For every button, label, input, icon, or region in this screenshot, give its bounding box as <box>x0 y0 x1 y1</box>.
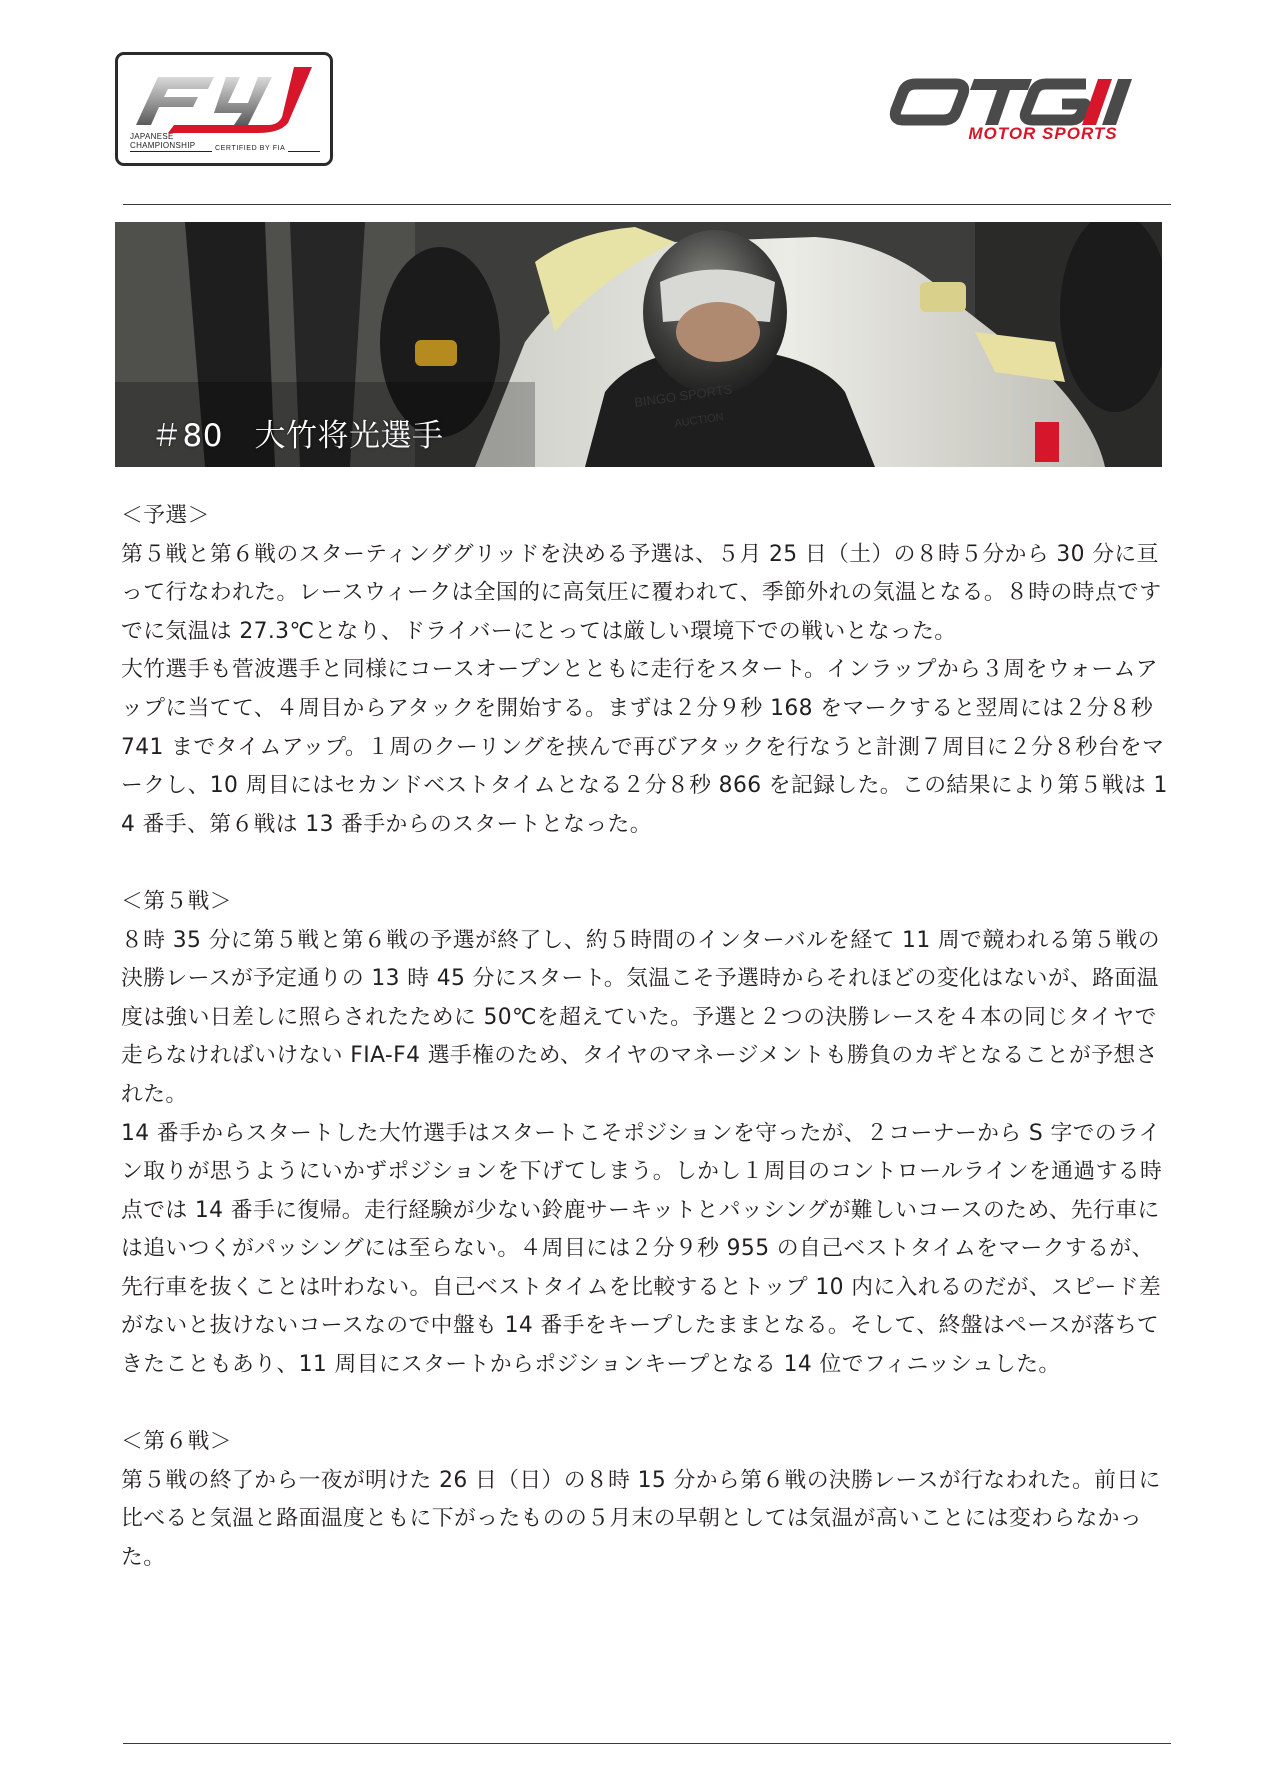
section-race-6 <box>121 1423 1169 1577</box>
paragraph: 大竹選手も菅波選手と同様にコースオープンとともに走行をスタート。インラップから３周をウォームアップに当てて、４周目からアタックを開始する。まずは２分９秒 168 をマークすると翌周には２分８秒 741 までタイムアップ。１周のクーリングを挟んで再びアタックを行なうと計測７周目に２分８秒台をマークし、10 周目にはセカンドベストタイムとなる２分８秒 866 を記録した。この結果により第５戦は 14 番手、第６戦は 13 番手からのスタートとなった。 <box>121 657 1168 837</box>
svg-text:BINGO SPORTS: BINGO SPORTS <box>633 381 734 410</box>
section-heading: ＜第５戦＞ <box>121 888 232 914</box>
section-qualifying <box>121 497 1169 844</box>
banner-caption: ＃80 大竹将光選手 <box>151 418 444 454</box>
paragraph: 第５戦と第６戦のスターティンググリッドを決める予選は、５月 25 日（土）の８時５分から 30 分に亘って行なわれた。レースウィークは全国的に高気圧に覆われて、季節外れの気温となる。８時の時点ですでに気温は 27.3℃となり、ドライバーにとっては厳しい環境下での戦いとなった。 <box>121 541 1162 644</box>
f4j-mark-icon <box>128 63 324 135</box>
section-spacer <box>121 844 1169 883</box>
section-heading: ＜第６戦＞ <box>121 1429 232 1455</box>
paragraph: ８時 35 分に第５戦と第６戦の予選が終了し、約５時間のインターバルを経て 11 周で競われる第５戦の決勝レースが予定通りの 13 時 45 分にスタート。気温こそ予選時からそれほどの変化はないが、路面温度は強い日差しに照らされたために 50℃を超えていた。予選と２つの決勝レースを４本の同じタイヤで走らなければいけない FIA-F4 選手権のため、タイヤのマネージメントも勝負のカギとなることが予想された。 <box>121 927 1160 1107</box>
otg-logo-subtext: MOTOR SPORTS <box>968 124 1118 143</box>
section-spacer <box>121 1385 1169 1424</box>
otg-mark-icon <box>886 76 1168 126</box>
svg-text:AUCTION: AUCTION <box>673 411 725 430</box>
f4-logo-certified: CERTIFIED BY FIA <box>212 145 288 152</box>
paragraph: 14 番手からスタートした大竹選手はスタートこそポジションを守ったが、２コーナーから S 字でのライン取りが思うようにいかずポジションを下げてしまう。しかし１周目のコントロールラインを通過する時点では 14 番手に復帰。走行経験が少ない鈴鹿サーキットとパッシングが難しいコースのため、先行車には追いつくがパッシングには至らない。４周目には２分９秒 955 の自己ベストタイムをマークするが、先行車を抜くことは叶わない。自己ベストタイムを比較するとトップ 10 内に入れるのだが、スピード差がないと抜けないコースなので中盤も 14 番手をキープしたままとなる。そして、終盤はペースが落ちてきたこともあり、11 周目にスタートからポジションキープとなる 14 位でフィニッシュした。 <box>121 1120 1163 1378</box>
paragraph: 第５戦の終了から一夜が明けた 26 日（日）の８時 15 分から第６戦の決勝レースが行なわれた。前日に比べると気温と路面温度ともに下がったものの５月末の早朝としては気温が高いことには変わらなかった。 <box>121 1467 1161 1571</box>
f4-logo-subtext: JAPANESE CHAMPIONSHIP <box>130 132 196 150</box>
footer-divider <box>123 1743 1171 1744</box>
header-divider <box>123 204 1171 205</box>
f4-championship-logo <box>115 52 333 166</box>
race-report-article <box>121 497 1169 1578</box>
section-heading: ＜予選＞ <box>121 503 210 528</box>
driver-photo-banner <box>115 222 1162 467</box>
section-race-5 <box>121 883 1169 1385</box>
